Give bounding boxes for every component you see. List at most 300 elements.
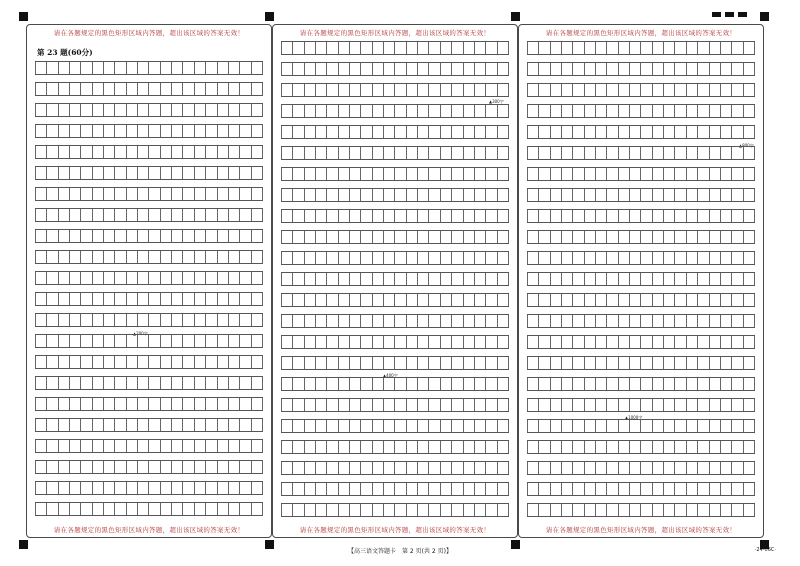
grid-cell[interactable] xyxy=(360,378,371,390)
grid-cell[interactable] xyxy=(205,482,216,494)
grid-cell[interactable] xyxy=(194,104,205,116)
grid-cell[interactable] xyxy=(606,336,617,348)
grid-cell[interactable] xyxy=(126,146,137,158)
grid-cell[interactable] xyxy=(485,189,496,201)
grid-cell[interactable] xyxy=(205,104,216,116)
grid-cell[interactable] xyxy=(731,420,742,432)
grid-cell[interactable] xyxy=(394,84,405,96)
grid-cell[interactable] xyxy=(35,461,46,473)
grid-cell[interactable] xyxy=(360,441,371,453)
grid-cell[interactable] xyxy=(281,84,292,96)
grid-cell[interactable] xyxy=(674,420,685,432)
grid-cell[interactable] xyxy=(205,419,216,431)
grid-cell[interactable] xyxy=(194,62,205,74)
grid-cell[interactable] xyxy=(550,147,561,159)
grid-cell[interactable] xyxy=(58,251,69,263)
grid-cell[interactable] xyxy=(205,209,216,221)
grid-cell[interactable] xyxy=(148,335,159,347)
grid-cell[interactable] xyxy=(629,84,640,96)
grid-cell[interactable] xyxy=(114,230,125,242)
grid-cell[interactable] xyxy=(709,462,720,474)
grid-cell[interactable] xyxy=(652,273,663,285)
grid-cell[interactable] xyxy=(46,377,57,389)
grid-cell[interactable] xyxy=(148,251,159,263)
grid-cell[interactable] xyxy=(485,126,496,138)
grid-cell[interactable] xyxy=(326,189,337,201)
grid-cell[interactable] xyxy=(182,314,193,326)
grid-cell[interactable] xyxy=(281,168,292,180)
grid-cell[interactable] xyxy=(595,252,606,264)
grid-cell[interactable] xyxy=(326,357,337,369)
grid-cell[interactable] xyxy=(194,356,205,368)
grid-cell[interactable] xyxy=(640,42,651,54)
grid-cell[interactable] xyxy=(69,335,80,347)
grid-cell[interactable] xyxy=(217,461,228,473)
grid-cell[interactable] xyxy=(217,146,228,158)
grid-cell[interactable] xyxy=(171,440,182,452)
grid-cell[interactable] xyxy=(640,231,651,243)
grid-cell[interactable] xyxy=(720,126,731,138)
grid-cell[interactable] xyxy=(304,42,315,54)
grid-cell[interactable] xyxy=(251,461,263,473)
grid-cell[interactable] xyxy=(720,147,731,159)
grid-cell[interactable] xyxy=(315,42,326,54)
grid-cell[interactable] xyxy=(194,335,205,347)
grid-cell[interactable] xyxy=(451,462,462,474)
grid-cell[interactable] xyxy=(572,210,583,222)
grid-cell[interactable] xyxy=(114,293,125,305)
grid-cell[interactable] xyxy=(674,84,685,96)
grid-cell[interactable] xyxy=(160,146,171,158)
grid-cell[interactable] xyxy=(584,105,595,117)
grid-cell[interactable] xyxy=(538,483,549,495)
grid-cell[interactable] xyxy=(394,210,405,222)
grid-cell[interactable] xyxy=(137,188,148,200)
grid-cell[interactable] xyxy=(550,294,561,306)
grid-cell[interactable] xyxy=(428,168,439,180)
grid-cell[interactable] xyxy=(629,42,640,54)
grid-cell[interactable] xyxy=(497,336,509,348)
grid-cell[interactable] xyxy=(550,483,561,495)
grid-cell[interactable] xyxy=(663,483,674,495)
grid-cell[interactable] xyxy=(35,62,46,74)
grid-cell[interactable] xyxy=(92,251,103,263)
grid-cell[interactable] xyxy=(697,189,708,201)
grid-cell[interactable] xyxy=(572,147,583,159)
grid-cell[interactable] xyxy=(103,503,114,515)
grid-cell[interactable] xyxy=(697,462,708,474)
grid-cell[interactable] xyxy=(148,83,159,95)
grid-cell[interactable] xyxy=(743,126,755,138)
grid-cell[interactable] xyxy=(474,189,485,201)
grid-cell[interactable] xyxy=(228,377,239,389)
grid-cell[interactable] xyxy=(338,483,349,495)
grid-cell[interactable] xyxy=(394,126,405,138)
grid-cell[interactable] xyxy=(606,378,617,390)
grid-cell[interactable] xyxy=(463,84,474,96)
grid-cell[interactable] xyxy=(160,83,171,95)
grid-cell[interactable] xyxy=(550,189,561,201)
grid-cell[interactable] xyxy=(148,167,159,179)
grid-cell[interactable] xyxy=(103,482,114,494)
grid-cell[interactable] xyxy=(114,314,125,326)
grid-cell[interactable] xyxy=(595,189,606,201)
grid-cell[interactable] xyxy=(349,441,360,453)
grid-cell[interactable] xyxy=(137,503,148,515)
grid-cell[interactable] xyxy=(538,399,549,411)
grid-cell[interactable] xyxy=(618,147,629,159)
grid-cell[interactable] xyxy=(182,482,193,494)
grid-cell[interactable] xyxy=(595,294,606,306)
grid-cell[interactable] xyxy=(114,272,125,284)
grid-cell[interactable] xyxy=(595,210,606,222)
grid-cell[interactable] xyxy=(474,315,485,327)
grid-cell[interactable] xyxy=(360,273,371,285)
grid-cell[interactable] xyxy=(417,126,428,138)
grid-cell[interactable] xyxy=(35,167,46,179)
grid-cell[interactable] xyxy=(440,420,451,432)
grid-cell[interactable] xyxy=(360,210,371,222)
grid-cell[interactable] xyxy=(584,357,595,369)
grid-cell[interactable] xyxy=(171,62,182,74)
grid-cell[interactable] xyxy=(251,398,263,410)
grid-cell[interactable] xyxy=(485,168,496,180)
grid-cell[interactable] xyxy=(463,294,474,306)
grid-cell[interactable] xyxy=(663,42,674,54)
grid-cell[interactable] xyxy=(595,42,606,54)
grid-cell[interactable] xyxy=(326,315,337,327)
grid-cell[interactable] xyxy=(394,147,405,159)
grid-cell[interactable] xyxy=(451,63,462,75)
grid-cell[interactable] xyxy=(686,294,697,306)
grid-cell[interactable] xyxy=(349,126,360,138)
grid-cell[interactable] xyxy=(463,105,474,117)
grid-cell[interactable] xyxy=(217,104,228,116)
grid-cell[interactable] xyxy=(497,462,509,474)
grid-cell[interactable] xyxy=(697,105,708,117)
grid-cell[interactable] xyxy=(572,105,583,117)
grid-cell[interactable] xyxy=(406,336,417,348)
grid-cell[interactable] xyxy=(103,104,114,116)
grid-cell[interactable] xyxy=(228,314,239,326)
grid-cell[interactable] xyxy=(69,440,80,452)
grid-cell[interactable] xyxy=(360,63,371,75)
grid-cell[interactable] xyxy=(720,315,731,327)
grid-cell[interactable] xyxy=(292,378,303,390)
grid-cell[interactable] xyxy=(292,210,303,222)
grid-cell[interactable] xyxy=(474,336,485,348)
grid-cell[interactable] xyxy=(538,336,549,348)
grid-cell[interactable] xyxy=(697,378,708,390)
grid-cell[interactable] xyxy=(126,440,137,452)
grid-cell[interactable] xyxy=(674,357,685,369)
grid-cell[interactable] xyxy=(584,504,595,516)
grid-cell[interactable] xyxy=(417,420,428,432)
grid-cell[interactable] xyxy=(485,84,496,96)
grid-cell[interactable] xyxy=(103,398,114,410)
grid-cell[interactable] xyxy=(228,482,239,494)
grid-cell[interactable] xyxy=(171,293,182,305)
grid-cell[interactable] xyxy=(663,168,674,180)
grid-cell[interactable] xyxy=(731,378,742,390)
grid-cell[interactable] xyxy=(360,126,371,138)
grid-cell[interactable] xyxy=(80,104,91,116)
grid-cell[interactable] xyxy=(92,314,103,326)
grid-cell[interactable] xyxy=(527,420,538,432)
grid-cell[interactable] xyxy=(527,357,538,369)
grid-cell[interactable] xyxy=(550,315,561,327)
grid-cell[interactable] xyxy=(440,294,451,306)
grid-cell[interactable] xyxy=(629,252,640,264)
grid-cell[interactable] xyxy=(315,441,326,453)
grid-cell[interactable] xyxy=(417,189,428,201)
grid-cell[interactable] xyxy=(46,335,57,347)
grid-cell[interactable] xyxy=(69,377,80,389)
grid-cell[interactable] xyxy=(58,104,69,116)
grid-cell[interactable] xyxy=(315,483,326,495)
grid-cell[interactable] xyxy=(731,294,742,306)
grid-cell[interactable] xyxy=(281,105,292,117)
grid-cell[interactable] xyxy=(171,377,182,389)
grid-cell[interactable] xyxy=(326,105,337,117)
grid-cell[interactable] xyxy=(394,336,405,348)
grid-cell[interactable] xyxy=(171,419,182,431)
grid-cell[interactable] xyxy=(709,126,720,138)
grid-cell[interactable] xyxy=(474,147,485,159)
grid-cell[interactable] xyxy=(326,126,337,138)
grid-cell[interactable] xyxy=(114,398,125,410)
grid-cell[interactable] xyxy=(360,504,371,516)
grid-cell[interactable] xyxy=(572,252,583,264)
grid-cell[interactable] xyxy=(629,441,640,453)
grid-cell[interactable] xyxy=(292,168,303,180)
grid-cell[interactable] xyxy=(239,83,250,95)
grid-cell[interactable] xyxy=(428,63,439,75)
grid-cell[interactable] xyxy=(205,503,216,515)
grid-cell[interactable] xyxy=(46,461,57,473)
grid-cell[interactable] xyxy=(720,252,731,264)
grid-cell[interactable] xyxy=(731,189,742,201)
grid-cell[interactable] xyxy=(417,462,428,474)
grid-cell[interactable] xyxy=(709,378,720,390)
grid-cell[interactable] xyxy=(629,504,640,516)
grid-cell[interactable] xyxy=(114,209,125,221)
grid-cell[interactable] xyxy=(485,399,496,411)
grid-cell[interactable] xyxy=(440,105,451,117)
grid-cell[interactable] xyxy=(338,399,349,411)
grid-cell[interactable] xyxy=(35,482,46,494)
grid-cell[interactable] xyxy=(595,315,606,327)
grid-cell[interactable] xyxy=(584,441,595,453)
grid-cell[interactable] xyxy=(217,272,228,284)
grid-cell[interactable] xyxy=(561,483,572,495)
grid-cell[interactable] xyxy=(743,210,755,222)
grid-cell[interactable] xyxy=(474,378,485,390)
grid-cell[interactable] xyxy=(743,84,755,96)
grid-cell[interactable] xyxy=(440,210,451,222)
grid-cell[interactable] xyxy=(606,231,617,243)
grid-cell[interactable] xyxy=(171,230,182,242)
grid-cell[interactable] xyxy=(35,125,46,137)
grid-cell[interactable] xyxy=(527,189,538,201)
grid-cell[interactable] xyxy=(205,335,216,347)
grid-cell[interactable] xyxy=(527,42,538,54)
grid-cell[interactable] xyxy=(406,420,417,432)
grid-cell[interactable] xyxy=(349,294,360,306)
grid-cell[interactable] xyxy=(103,314,114,326)
grid-cell[interactable] xyxy=(137,83,148,95)
grid-cell[interactable] xyxy=(629,210,640,222)
grid-cell[interactable] xyxy=(58,293,69,305)
grid-cell[interactable] xyxy=(239,62,250,74)
grid-cell[interactable] xyxy=(160,314,171,326)
grid-cell[interactable] xyxy=(304,126,315,138)
grid-cell[interactable] xyxy=(485,273,496,285)
grid-cell[interactable] xyxy=(251,314,263,326)
grid-cell[interactable] xyxy=(618,42,629,54)
grid-cell[interactable] xyxy=(527,378,538,390)
grid-cell[interactable] xyxy=(584,84,595,96)
grid-cell[interactable] xyxy=(315,462,326,474)
grid-cell[interactable] xyxy=(92,209,103,221)
grid-cell[interactable] xyxy=(194,314,205,326)
grid-cell[interactable] xyxy=(80,461,91,473)
grid-cell[interactable] xyxy=(360,483,371,495)
grid-cell[interactable] xyxy=(217,167,228,179)
grid-cell[interactable] xyxy=(584,273,595,285)
grid-cell[interactable] xyxy=(114,440,125,452)
grid-cell[interactable] xyxy=(383,441,394,453)
grid-cell[interactable] xyxy=(35,83,46,95)
grid-cell[interactable] xyxy=(440,504,451,516)
grid-cell[interactable] xyxy=(652,147,663,159)
grid-cell[interactable] xyxy=(292,399,303,411)
grid-cell[interactable] xyxy=(171,398,182,410)
grid-cell[interactable] xyxy=(406,252,417,264)
grid-cell[interactable] xyxy=(697,126,708,138)
grid-cell[interactable] xyxy=(538,210,549,222)
grid-cell[interactable] xyxy=(674,126,685,138)
grid-cell[interactable] xyxy=(595,105,606,117)
grid-cell[interactable] xyxy=(497,294,509,306)
grid-cell[interactable] xyxy=(428,399,439,411)
grid-cell[interactable] xyxy=(69,209,80,221)
grid-cell[interactable] xyxy=(652,441,663,453)
grid-cell[interactable] xyxy=(205,398,216,410)
grid-cell[interactable] xyxy=(148,314,159,326)
grid-cell[interactable] xyxy=(194,377,205,389)
grid-cell[interactable] xyxy=(674,378,685,390)
grid-cell[interactable] xyxy=(474,420,485,432)
grid-cell[interactable] xyxy=(640,504,651,516)
grid-cell[interactable] xyxy=(606,42,617,54)
grid-cell[interactable] xyxy=(80,503,91,515)
grid-cell[interactable] xyxy=(709,336,720,348)
grid-cell[interactable] xyxy=(360,399,371,411)
grid-cell[interactable] xyxy=(160,293,171,305)
grid-cell[interactable] xyxy=(686,420,697,432)
grid-cell[interactable] xyxy=(618,399,629,411)
grid-cell[interactable] xyxy=(114,377,125,389)
grid-cell[interactable] xyxy=(69,83,80,95)
grid-cell[interactable] xyxy=(251,167,263,179)
grid-cell[interactable] xyxy=(315,84,326,96)
grid-cell[interactable] xyxy=(686,504,697,516)
grid-cell[interactable] xyxy=(463,420,474,432)
grid-cell[interactable] xyxy=(474,441,485,453)
grid-cell[interactable] xyxy=(148,230,159,242)
grid-cell[interactable] xyxy=(463,378,474,390)
grid-cell[interactable] xyxy=(629,147,640,159)
grid-cell[interactable] xyxy=(451,231,462,243)
grid-cell[interactable] xyxy=(629,294,640,306)
grid-cell[interactable] xyxy=(428,84,439,96)
grid-cell[interactable] xyxy=(251,146,263,158)
grid-cell[interactable] xyxy=(383,84,394,96)
grid-cell[interactable] xyxy=(463,168,474,180)
grid-cell[interactable] xyxy=(315,420,326,432)
grid-cell[interactable] xyxy=(194,125,205,137)
grid-cell[interactable] xyxy=(743,231,755,243)
grid-cell[interactable] xyxy=(440,252,451,264)
grid-cell[interactable] xyxy=(58,125,69,137)
grid-cell[interactable] xyxy=(372,42,383,54)
grid-cell[interactable] xyxy=(349,315,360,327)
grid-cell[interactable] xyxy=(80,188,91,200)
grid-cell[interactable] xyxy=(304,105,315,117)
grid-cell[interactable] xyxy=(595,63,606,75)
grid-cell[interactable] xyxy=(697,399,708,411)
grid-cell[interactable] xyxy=(92,377,103,389)
grid-cell[interactable] xyxy=(618,294,629,306)
grid-cell[interactable] xyxy=(428,336,439,348)
grid-cell[interactable] xyxy=(194,293,205,305)
grid-cell[interactable] xyxy=(686,378,697,390)
grid-cell[interactable] xyxy=(709,84,720,96)
grid-cell[interactable] xyxy=(103,125,114,137)
grid-cell[interactable] xyxy=(92,230,103,242)
grid-cell[interactable] xyxy=(474,63,485,75)
grid-cell[interactable] xyxy=(326,378,337,390)
grid-cell[interactable] xyxy=(572,504,583,516)
grid-cell[interactable] xyxy=(550,63,561,75)
grid-cell[interactable] xyxy=(217,335,228,347)
grid-cell[interactable] xyxy=(349,399,360,411)
grid-cell[interactable] xyxy=(35,251,46,263)
grid-cell[interactable] xyxy=(652,63,663,75)
grid-cell[interactable] xyxy=(463,357,474,369)
grid-cell[interactable] xyxy=(606,357,617,369)
grid-cell[interactable] xyxy=(304,273,315,285)
grid-cell[interactable] xyxy=(360,105,371,117)
grid-cell[interactable] xyxy=(652,105,663,117)
grid-cell[interactable] xyxy=(103,188,114,200)
grid-cell[interactable] xyxy=(58,461,69,473)
grid-cell[interactable] xyxy=(451,420,462,432)
grid-cell[interactable] xyxy=(606,420,617,432)
grid-cell[interactable] xyxy=(686,231,697,243)
grid-cell[interactable] xyxy=(251,230,263,242)
grid-cell[interactable] xyxy=(46,104,57,116)
grid-cell[interactable] xyxy=(372,483,383,495)
grid-cell[interactable] xyxy=(46,419,57,431)
grid-cell[interactable] xyxy=(315,126,326,138)
grid-cell[interactable] xyxy=(239,314,250,326)
grid-cell[interactable] xyxy=(292,483,303,495)
grid-cell[interactable] xyxy=(606,63,617,75)
grid-cell[interactable] xyxy=(171,167,182,179)
grid-cell[interactable] xyxy=(606,441,617,453)
